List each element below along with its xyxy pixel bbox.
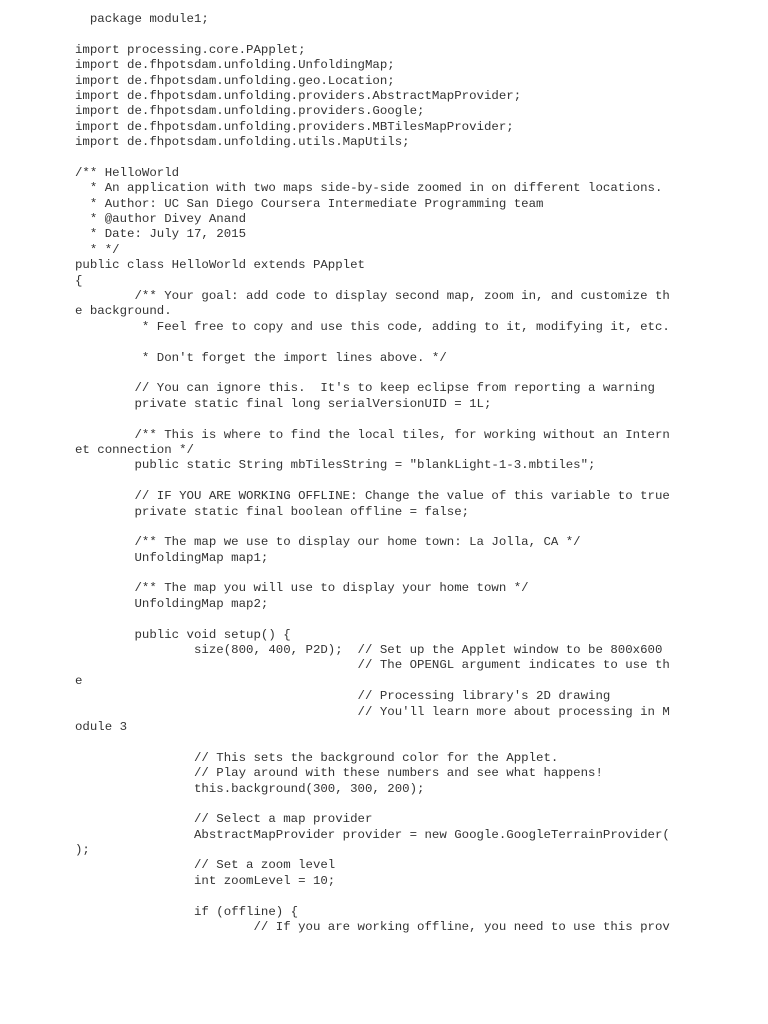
code-line: this.background(300, 300, 200); <box>75 781 425 796</box>
code-line: { <box>75 273 83 288</box>
code-line: e background. <box>75 304 172 319</box>
code-line: import de.fhpotsdam.unfolding.providers.AbstractMapProvider; <box>75 88 522 103</box>
code-line: * Don't forget the import lines above. */ <box>75 350 447 365</box>
code-line: import de.fhpotsdam.unfolding.geo.Location; <box>75 73 395 88</box>
code-line: public static String mbTilesString = "blankLight-1-3.mbtiles"; <box>75 458 596 473</box>
code-line: public class HelloWorld extends PApplet <box>75 258 365 273</box>
code-line: // IF YOU ARE WORKING OFFLINE: Change the value of this variable to true <box>75 489 670 504</box>
code-line: import de.fhpotsdam.unfolding.providers.MBTilesMapProvider; <box>75 119 514 134</box>
code-line: /** HelloWorld <box>75 165 180 180</box>
code-line: // Set a zoom level <box>75 858 336 873</box>
code-line <box>75 335 670 350</box>
code-line: * An application with two maps side-by-side zoomed in on different locations. <box>75 181 663 196</box>
code-line: size(800, 400, P2D); // Set up the Applet window to be 800x600 <box>75 643 663 658</box>
code-line: /** The map you will use to display your home town */ <box>75 581 529 596</box>
code-line: UnfoldingMap map2; <box>75 596 269 611</box>
code-line: // You can ignore this. It's to keep eclipse from reporting a warning <box>75 381 655 396</box>
code-line: * Author: UC San Diego Coursera Intermediate Programming team <box>75 196 544 211</box>
code-line <box>75 412 670 427</box>
code-line: package module1; <box>75 12 209 26</box>
code-line: // Play around with these numbers and see what happens! <box>75 766 603 781</box>
code-line <box>75 151 670 166</box>
code-line: import de.fhpotsdam.unfolding.utils.MapUtils; <box>75 135 410 150</box>
code-line <box>75 735 670 750</box>
code-line <box>75 612 670 627</box>
code-line: AbstractMapProvider provider = new Google.GoogleTerrainProvider( <box>75 827 670 842</box>
code-line: // If you are working offline, you need to use this prov <box>75 920 670 935</box>
code-line: * Date: July 17, 2015 <box>75 227 247 242</box>
code-line: /** Your goal: add code to display second map, zoom in, and customize th <box>75 289 670 304</box>
code-line: // This sets the background color for the Applet. <box>75 750 559 765</box>
code-line: private static final boolean offline = false; <box>75 504 470 519</box>
code-line: ); <box>75 843 90 858</box>
code-line: // Select a map provider <box>75 812 373 827</box>
code-line: import de.fhpotsdam.unfolding.providers.Google; <box>75 104 425 119</box>
code-line <box>75 474 670 489</box>
code-line: * Feel free to copy and use this code, adding to it, modifying it, etc. <box>75 319 670 334</box>
code-line: e <box>75 673 83 688</box>
code-line: // You'll learn more about processing in M <box>75 704 670 719</box>
code-line <box>75 566 670 581</box>
code-line <box>75 797 670 812</box>
code-line: odule 3 <box>75 719 128 734</box>
code-line <box>75 366 670 381</box>
code-line: * @author Divey Anand <box>75 212 247 227</box>
code-line: if (offline) { <box>75 904 299 919</box>
code-line: UnfoldingMap map1; <box>75 550 269 565</box>
code-listing <box>75 12 670 935</box>
code-line <box>75 889 670 904</box>
code-line: int zoomLevel = 10; <box>75 873 336 888</box>
code-line <box>75 27 670 42</box>
code-line: * */ <box>75 242 120 257</box>
code-line: et connection */ <box>75 442 194 457</box>
code-line <box>75 520 670 535</box>
code-line: // The OPENGL argument indicates to use th <box>75 658 670 673</box>
code-line: public void setup() { <box>75 627 291 642</box>
code-line: private static final long serialVersionUID = 1L; <box>75 396 492 411</box>
code-line: /** The map we use to display our home town: La Jolla, CA */ <box>75 535 581 550</box>
code-line: import de.fhpotsdam.unfolding.UnfoldingMap; <box>75 58 395 73</box>
code-line: /** This is where to find the local tiles, for working without an Intern <box>75 427 670 442</box>
code-line: // Processing library's 2D drawing <box>75 689 611 704</box>
code-line: import processing.core.PApplet; <box>75 42 306 57</box>
